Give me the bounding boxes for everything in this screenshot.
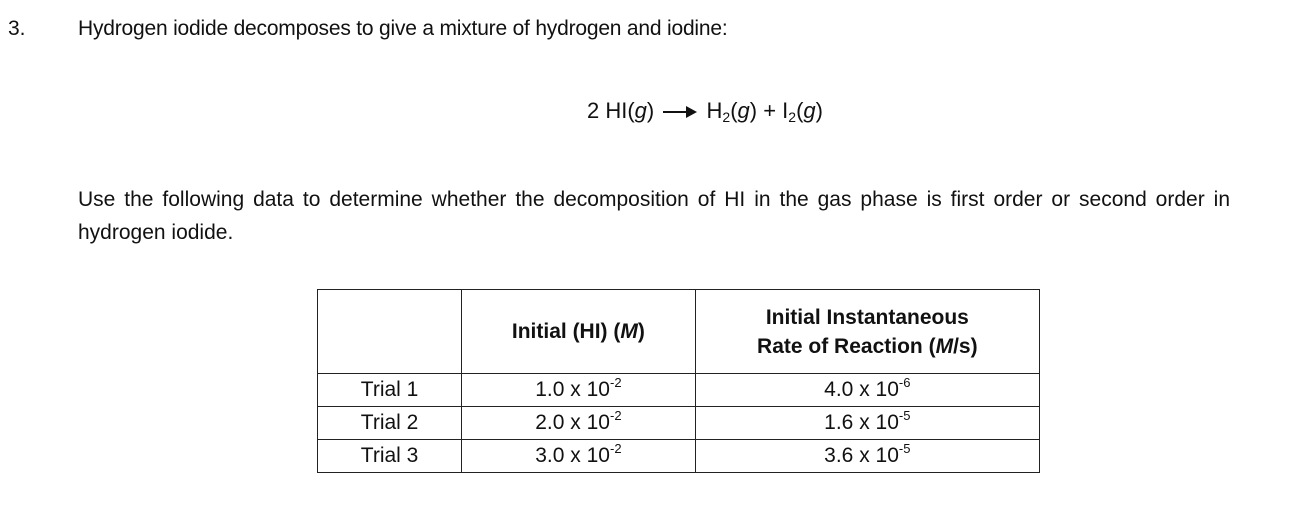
header-rate-suffix: /s) — [953, 334, 978, 358]
header-conc-suffix: ) — [637, 320, 645, 343]
cell-concentration — [462, 374, 696, 407]
question-prompt: Use the following data to determine whether the decomposition of HI in the gas phase is first order or second order in hydrogen iodide. — [78, 188, 1230, 244]
reactant: 2 HI( — [586, 98, 635, 123]
product-hydrogen-subscript: 2 — [722, 109, 731, 125]
product-hydrogen: H — [706, 98, 723, 123]
rate-base: 3.6 x 10 — [824, 444, 899, 467]
conc-base: 2.0 x 10 — [535, 411, 610, 434]
header-rate-prefix: Rate of Reaction ( — [757, 334, 936, 358]
cell-concentration — [462, 440, 696, 473]
cell-trial: Trial 1 — [318, 374, 462, 407]
plus-sign: + — [757, 98, 783, 123]
kinetics-data-table — [317, 289, 1040, 473]
conc-exponent: -2 — [609, 408, 622, 423]
table-row — [318, 407, 1040, 440]
rate-base: 4.0 x 10 — [824, 378, 899, 401]
question-number: 3. — [8, 17, 26, 40]
conc-base: 1.0 x 10 — [535, 378, 610, 401]
cell-trial: Trial 2 — [318, 407, 462, 440]
table-row — [318, 440, 1040, 473]
product-iodine-state: g — [803, 98, 816, 123]
table-header-row — [318, 290, 1040, 374]
cell-rate — [695, 440, 1039, 473]
reactant-close: ) — [646, 98, 655, 123]
cell-trial: Trial 3 — [318, 440, 462, 473]
cell-concentration — [462, 407, 696, 440]
rate-exponent: -6 — [898, 375, 911, 390]
reaction-equation: 2 HI(g) H2(g) + I2(g) — [586, 98, 823, 125]
product-hydrogen-state: g — [737, 98, 750, 123]
header-rate-line1: Initial Instantaneous — [765, 305, 969, 329]
header-trial — [318, 290, 462, 374]
question-intro: Hydrogen iodide decomposes to give a mixture of hydrogen and iodine: — [78, 17, 728, 40]
rate-exponent: -5 — [898, 441, 911, 456]
reactant-state: g — [634, 98, 647, 123]
cell-rate — [695, 374, 1039, 407]
reaction-arrow-icon — [662, 105, 698, 119]
header-initial-rate — [695, 290, 1039, 374]
conc-exponent: -2 — [609, 441, 622, 456]
product-iodine: I — [782, 98, 789, 123]
conc-base: 3.0 x 10 — [535, 444, 610, 467]
cell-rate — [695, 407, 1039, 440]
header-rate-line2 — [696, 332, 1039, 361]
header-rate-unit: M — [935, 334, 954, 358]
product-iodine-subscript: 2 — [788, 109, 797, 125]
rate-base: 1.6 x 10 — [824, 411, 899, 434]
conc-exponent: -2 — [609, 375, 622, 390]
rate-exponent: -5 — [898, 408, 911, 423]
table-row — [318, 374, 1040, 407]
header-conc-unit: M — [620, 320, 638, 343]
header-initial-concentration — [462, 290, 696, 374]
header-conc-prefix: Initial (HI) ( — [511, 320, 621, 343]
